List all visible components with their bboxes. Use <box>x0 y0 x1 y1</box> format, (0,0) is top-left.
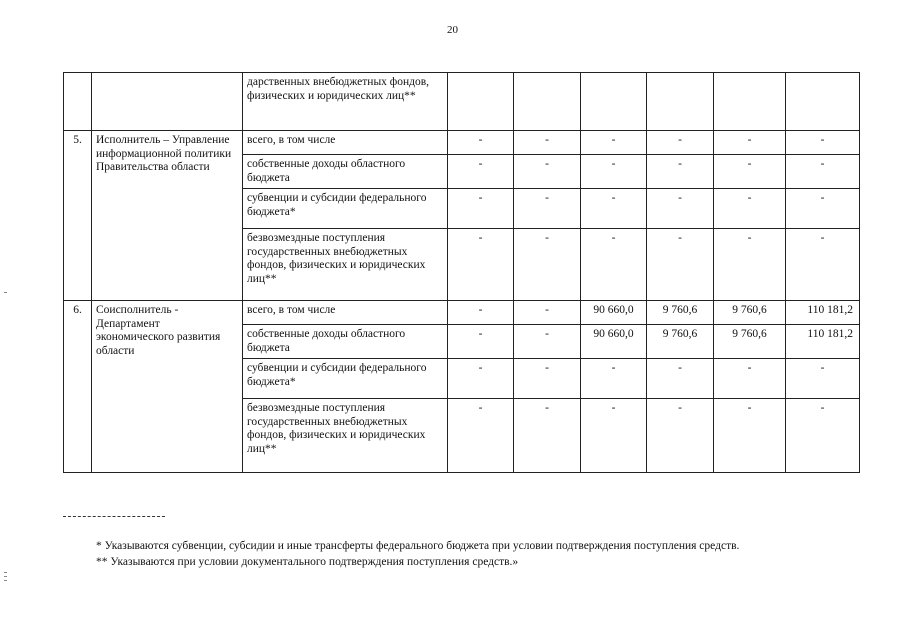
footnote-2: ** Указываются при условии документального подтверждения поступления средств.» <box>96 556 519 568</box>
value-cell: - <box>514 325 581 359</box>
value-cell: - <box>714 131 786 155</box>
value-cell: - <box>581 189 647 229</box>
margin-mark <box>4 576 7 577</box>
value-cell: - <box>448 131 514 155</box>
value-cell: - <box>786 229 860 301</box>
value-cell <box>786 73 860 131</box>
value-cell <box>647 73 714 131</box>
funding-source-cell: всего, в том числе <box>243 301 448 325</box>
funding-source-cell: собственные доходы областного бюджета <box>243 325 448 359</box>
value-cell: - <box>786 359 860 399</box>
value-cell: - <box>714 359 786 399</box>
value-cell <box>448 73 514 131</box>
value-cell: 110 181,2 <box>786 325 860 359</box>
value-cell: 9 760,6 <box>714 325 786 359</box>
value-cell: - <box>448 301 514 325</box>
row-number-cell: 6. <box>64 301 92 473</box>
funding-source-cell: безвозмездные поступления государственных внебюджетных фондов, физических и юридических лиц** <box>243 229 448 301</box>
value-cell: 9 760,6 <box>714 301 786 325</box>
value-cell: - <box>647 131 714 155</box>
executor-cell <box>92 73 243 131</box>
value-cell: - <box>647 399 714 473</box>
page-number: 20 <box>447 24 458 36</box>
value-cell: - <box>581 399 647 473</box>
value-cell: - <box>786 155 860 189</box>
footnote-separator <box>63 516 165 517</box>
margin-mark <box>4 572 7 573</box>
funding-source-cell: субвенции и субсидии федерального бюджета* <box>243 189 448 229</box>
value-cell: - <box>514 359 581 399</box>
value-cell: - <box>714 155 786 189</box>
value-cell: - <box>647 189 714 229</box>
value-cell: - <box>448 399 514 473</box>
funding-source-cell: безвозмездные поступления государственных внебюджетных фондов, физических и юридических лиц** <box>243 399 448 473</box>
margin-mark <box>4 292 7 293</box>
value-cell: - <box>448 155 514 189</box>
value-cell: - <box>647 155 714 189</box>
table-row <box>64 73 860 131</box>
value-cell <box>581 73 647 131</box>
value-cell: - <box>514 189 581 229</box>
value-cell: - <box>647 229 714 301</box>
value-cell: - <box>514 229 581 301</box>
footnotes <box>96 538 739 570</box>
value-cell <box>514 73 581 131</box>
value-cell: - <box>448 189 514 229</box>
funding-source-cell: дарственных внебюджетных фондов, физических и юридических лиц** <box>243 73 448 131</box>
value-cell: - <box>714 229 786 301</box>
value-cell: - <box>581 229 647 301</box>
table-row <box>64 301 860 325</box>
value-cell: - <box>786 399 860 473</box>
value-cell: - <box>448 359 514 399</box>
row-number-cell: 5. <box>64 131 92 301</box>
value-cell: - <box>514 155 581 189</box>
funding-source-cell: субвенции и субсидии федерального бюджета* <box>243 359 448 399</box>
funding-source-cell: всего, в том числе <box>243 131 448 155</box>
value-cell: 90 660,0 <box>581 325 647 359</box>
row-number-cell <box>64 73 92 131</box>
value-cell: - <box>514 301 581 325</box>
value-cell <box>714 73 786 131</box>
value-cell: - <box>581 131 647 155</box>
value-cell: - <box>581 155 647 189</box>
value-cell: - <box>448 229 514 301</box>
table-row <box>64 131 860 155</box>
budget-table <box>63 72 860 473</box>
value-cell: - <box>581 359 647 399</box>
value-cell: - <box>714 189 786 229</box>
value-cell: 90 660,0 <box>581 301 647 325</box>
footnote-1: * Указываются субвенции, субсидии и иные трансферты федерального бюджета при условии подтверждения поступления средств. <box>96 540 740 552</box>
value-cell: - <box>514 399 581 473</box>
executor-cell: Соисполнитель - Департамент экономического развития области <box>92 301 243 473</box>
value-cell: - <box>647 359 714 399</box>
value-cell: - <box>786 131 860 155</box>
value-cell: - <box>448 325 514 359</box>
value-cell: - <box>786 189 860 229</box>
funding-source-cell: собственные доходы областного бюджета <box>243 155 448 189</box>
executor-cell: Исполнитель – Управление информационной политики Правительства области <box>92 131 243 301</box>
margin-mark <box>4 580 7 581</box>
value-cell: 110 181,2 <box>786 301 860 325</box>
value-cell: - <box>514 131 581 155</box>
value-cell: 9 760,6 <box>647 325 714 359</box>
value-cell: - <box>714 399 786 473</box>
value-cell: 9 760,6 <box>647 301 714 325</box>
